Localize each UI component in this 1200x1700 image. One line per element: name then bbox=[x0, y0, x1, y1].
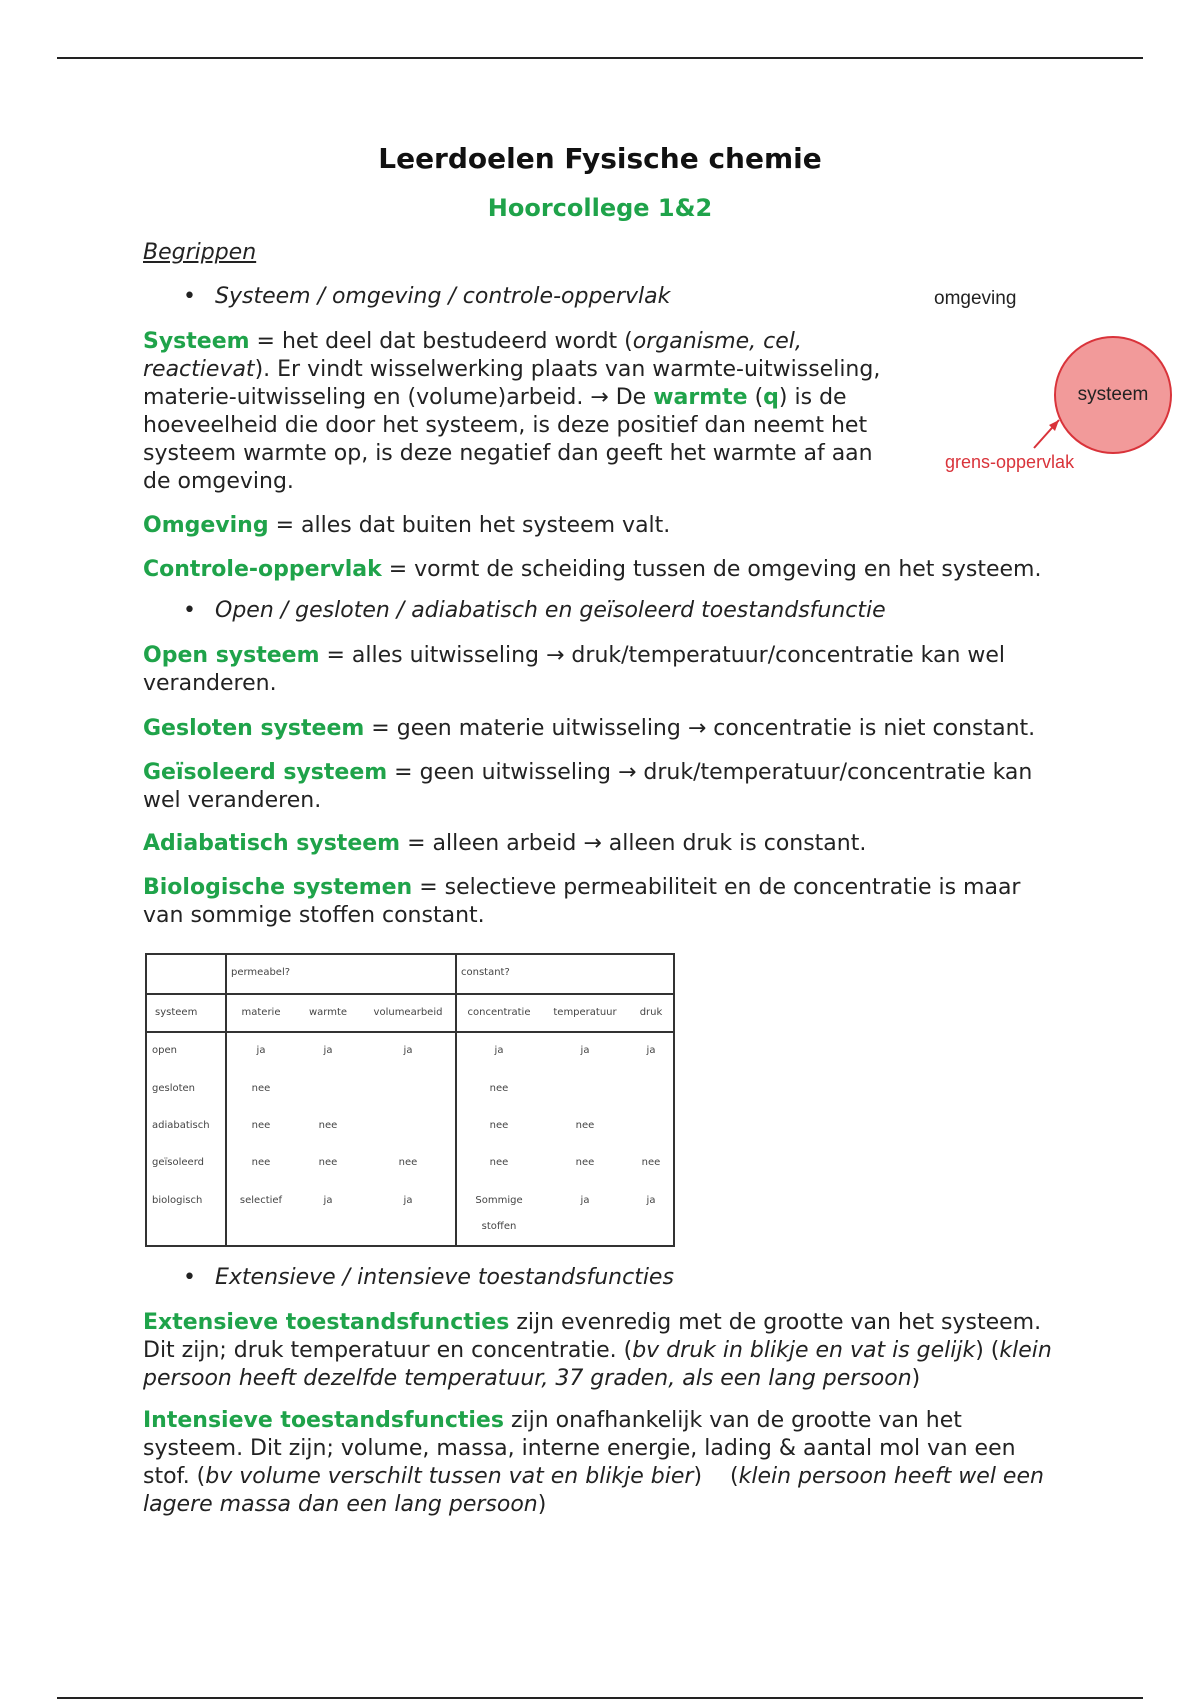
table-cell: selectief bbox=[239, 1195, 283, 1206]
systeem-label: systeem bbox=[1077, 384, 1149, 405]
table-header: warmte bbox=[308, 1007, 348, 1018]
table-cell: nee bbox=[489, 1157, 509, 1168]
paragraph-systeem: Systeem = het deel dat bestudeerd wordt (organisme, cel, reactievat). Er vindt wisselwerking plaats van warmte-uitwisseling, materie-uitwisseling en (volume)arbeid. → De warmte (q) is de hoeveelheid die door het systeem, is deze positief dan neemt het systeem warmte op, is deze negatief dan geeft het warmte af aan de omgeving. bbox=[143, 329, 881, 494]
table-cell: nee bbox=[251, 1120, 271, 1131]
bullet-item-3: • Extensieve / intensieve toestandsfuncties bbox=[183, 1265, 674, 1290]
table-header: concentratie bbox=[467, 1007, 531, 1018]
table-cell: ja bbox=[403, 1195, 413, 1206]
paragraph-biologische-systemen: Biologische systemen = selectieve permeabiliteit en de concentratie is maar van sommige stoffen constant. bbox=[143, 875, 1021, 928]
table-group-header: permeabel? bbox=[231, 967, 291, 978]
table-header: systeem bbox=[155, 1007, 198, 1018]
table-header: temperatuur bbox=[553, 1007, 617, 1018]
table-cell: gesloten bbox=[152, 1083, 196, 1094]
table-cell: ja bbox=[323, 1195, 333, 1206]
table-header: volumearbeid bbox=[373, 1007, 443, 1018]
bottom-rule bbox=[57, 1697, 1143, 1699]
grens-oppervlak-label: grens-oppervlak bbox=[945, 452, 1075, 472]
table-cell: nee bbox=[251, 1083, 271, 1094]
paragraph-geisoleerd-systeem: Geïsoleerd systeem = geen uitwisseling → druk/temperatuur/concentratie kan wel veranderen. bbox=[143, 760, 1033, 813]
table-cell: ja bbox=[403, 1045, 413, 1056]
paragraph-controle-oppervlak: Controle-oppervlak = vormt de scheiding tussen de omgeving en het systeem. bbox=[143, 557, 1042, 582]
omgeving-label: omgeving bbox=[934, 288, 1017, 309]
table-cell: ja bbox=[494, 1045, 504, 1056]
bullet-item-1: • Systeem / omgeving / controle-oppervlak bbox=[183, 284, 671, 309]
paragraph-omgeving: Omgeving = alles dat buiten het systeem valt. bbox=[143, 513, 671, 538]
table-cell: nee bbox=[489, 1083, 509, 1094]
table-cell: nee bbox=[641, 1157, 661, 1168]
paragraph-gesloten-systeem: Gesloten systeem = geen materie uitwisseling → concentratie is niet constant. bbox=[143, 716, 1036, 741]
table-cell: nee bbox=[251, 1157, 271, 1168]
paragraph-extensieve: Extensieve toestandsfuncties zijn evenredig met de grootte van het systeem. Dit zijn; druk temperatuur en concentratie. (bv druk in blikje en vat is gelijk) (klein persoon heeft dezelfde temperatuur, 37 graden, als een lang persoon) bbox=[143, 1310, 1052, 1391]
table-cell: nee bbox=[575, 1120, 595, 1131]
table-cell: nee bbox=[575, 1157, 595, 1168]
table-header: druk bbox=[639, 1007, 663, 1018]
table-cell: nee bbox=[489, 1120, 509, 1131]
table-cell: biologisch bbox=[152, 1195, 203, 1206]
table-cell: ja bbox=[646, 1195, 656, 1206]
table-cell: ja bbox=[580, 1195, 590, 1206]
table-cell: geïsoleerd bbox=[152, 1157, 204, 1168]
bullet-item-2: • Open / gesloten / adiabatisch en geïsoleerd toestandsfunctie bbox=[183, 598, 886, 623]
page-subtitle: Hoorcollege 1&2 bbox=[487, 194, 713, 222]
table-cell: nee bbox=[318, 1120, 338, 1131]
paragraph-open-systeem: Open systeem = alles uitwisseling → druk/temperatuur/concentratie kan wel veranderen. bbox=[143, 643, 1006, 696]
table-cell: ja bbox=[323, 1045, 333, 1056]
boundary-arrow-icon bbox=[930, 280, 1180, 480]
table-cell: adiabatisch bbox=[152, 1120, 210, 1131]
table-cell: stoffen bbox=[481, 1221, 517, 1232]
table-cell: ja bbox=[256, 1045, 266, 1056]
paragraph-intensieve: Intensieve toestandsfuncties zijn onafhankelijk van de grootte van het systeem. Dit zijn; volume, massa, interne energie, lading & aantal mol van een stof. (bv volume verschilt tussen vat en blikje bier) (klein persoon heeft wel een lagere massa dan een lang persoon) bbox=[143, 1408, 1044, 1517]
term-systeem: Systeem bbox=[143, 329, 250, 354]
section-heading: Begrippen bbox=[143, 240, 257, 265]
paragraph-adiabatisch-systeem: Adiabatisch systeem = alleen arbeid → alleen druk is constant. bbox=[143, 831, 867, 856]
table-cell: ja bbox=[580, 1045, 590, 1056]
table-cell: nee bbox=[318, 1157, 338, 1168]
system-properties-table bbox=[145, 953, 675, 1247]
bullet-icon: • bbox=[183, 1265, 196, 1290]
bullet-icon: • bbox=[183, 598, 196, 623]
top-rule bbox=[57, 57, 1143, 59]
table-group-header: constant? bbox=[461, 967, 510, 978]
table-cell: nee bbox=[398, 1157, 418, 1168]
table-header: materie bbox=[241, 1007, 281, 1018]
table-cell: ja bbox=[646, 1045, 656, 1056]
term-q: q bbox=[763, 385, 779, 410]
system-diagram bbox=[930, 280, 1180, 480]
bullet-icon: • bbox=[183, 284, 196, 309]
term-warmte: warmte bbox=[653, 385, 748, 410]
table-cell: Sommige bbox=[475, 1195, 523, 1206]
page-title: Leerdoelen Fysische chemie bbox=[378, 142, 822, 175]
table-cell: open bbox=[152, 1045, 177, 1056]
